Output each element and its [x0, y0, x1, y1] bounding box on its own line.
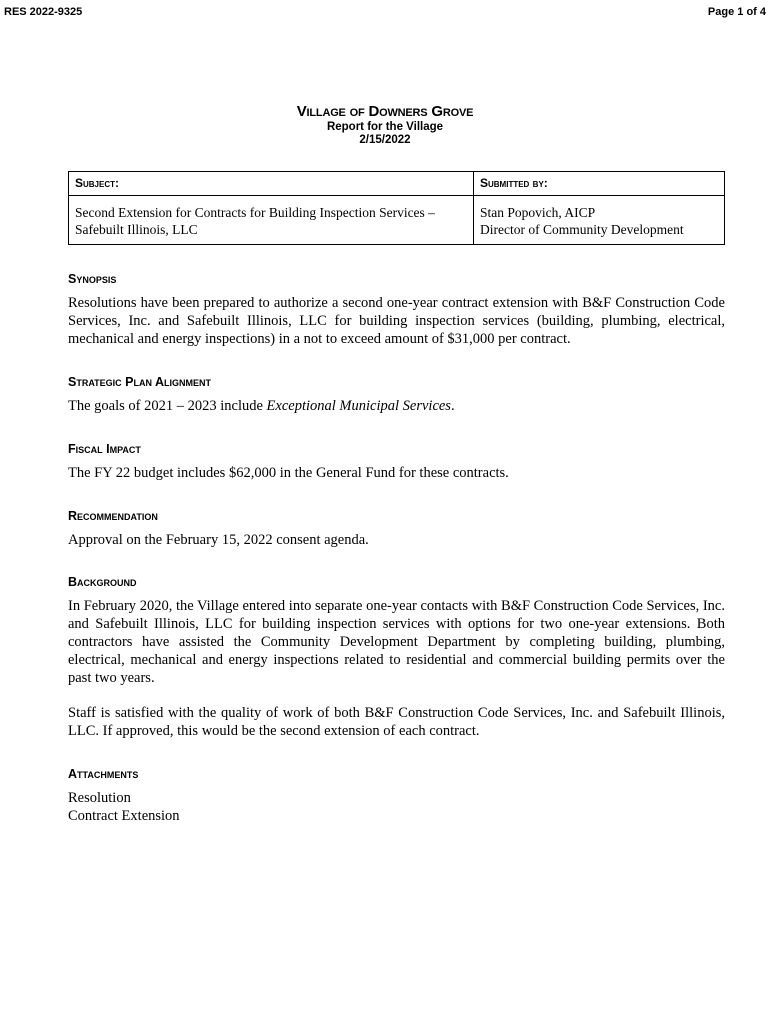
submitter-title: Director of Community Development [480, 222, 684, 237]
fiscal-section [68, 442, 725, 482]
attachment-item: Contract Extension [68, 808, 180, 824]
subject-table [68, 171, 725, 245]
synopsis-text: Resolutions have been prepared to authorize a second one-year contract extension with B&F Construction Code Services, Inc. and Safebuilt Illinois, LLC for building inspection services (building, plumbing, electrical, mechanical and energy inspections) in a not to exceed amount of $31,000 per contract. [68, 295, 725, 347]
document-date: 2/15/2022 [359, 134, 411, 146]
subject-label: Subject: [69, 172, 474, 196]
strategic-text-before: The goals of 2021 – 2023 include [68, 398, 267, 414]
fiscal-heading: Fiscal Impact [68, 442, 141, 456]
background-paragraph-1: In February 2020, the Village entered into separate one-year contacts with B&F Construction Code Services, Inc. and Safebuilt Illinois, LLC for building inspection services with options for two one-year extensions. Both contractors have assisted the Community Development Department by completing building, plumbing, electrical, mechanical and energy inspections related to residential and commercial building permits over the past two years. [68, 598, 725, 686]
fiscal-text: The FY 22 budget includes $62,000 in the General Fund for these contracts. [68, 465, 509, 481]
background-heading: Background [68, 575, 137, 589]
strategic-text-emphasis: Exceptional Municipal Services [266, 398, 451, 414]
strategic-text [68, 397, 725, 415]
background-paragraph-2: Staff is satisfied with the quality of work of both B&F Construction Code Services, Inc. and Safebuilt Illinois, LLC. If approved, this would be the second extension of each contract. [68, 705, 725, 739]
submitter-name: Stan Popovich, AICP [480, 205, 596, 220]
resolution-id: RES 2022-9325 [4, 6, 83, 18]
synopsis-section [68, 272, 725, 348]
document-subtitle: Report for the Village [326, 121, 444, 133]
subject-table-body-row [69, 196, 725, 245]
attachments-section [68, 767, 725, 825]
attachments-heading: Attachments [68, 767, 139, 781]
document-title: Village of Downers Grove [296, 103, 474, 120]
recommendation-section [68, 509, 725, 549]
recommendation-heading: Recommendation [68, 509, 158, 523]
title-block [0, 103, 770, 146]
subject-table-header-row [69, 172, 725, 196]
synopsis-heading: Synopsis [68, 272, 117, 286]
page-number: Page 1 of 4 [707, 6, 766, 18]
attachment-item: Resolution [68, 790, 131, 806]
submitted-by-label: Submitted by: [474, 172, 725, 196]
background-section [68, 575, 725, 740]
strategic-section [68, 375, 725, 415]
attachments-list [68, 789, 725, 825]
strategic-text-after: . [450, 398, 455, 414]
submitter-cell [474, 196, 725, 245]
subject-value: Second Extension for Contracts for Building Inspection Services – Safebuilt Illinois, LLC [69, 196, 474, 245]
recommendation-text: Approval on the February 15, 2022 consent agenda. [68, 532, 369, 548]
strategic-heading: Strategic Plan Alignment [68, 375, 212, 389]
